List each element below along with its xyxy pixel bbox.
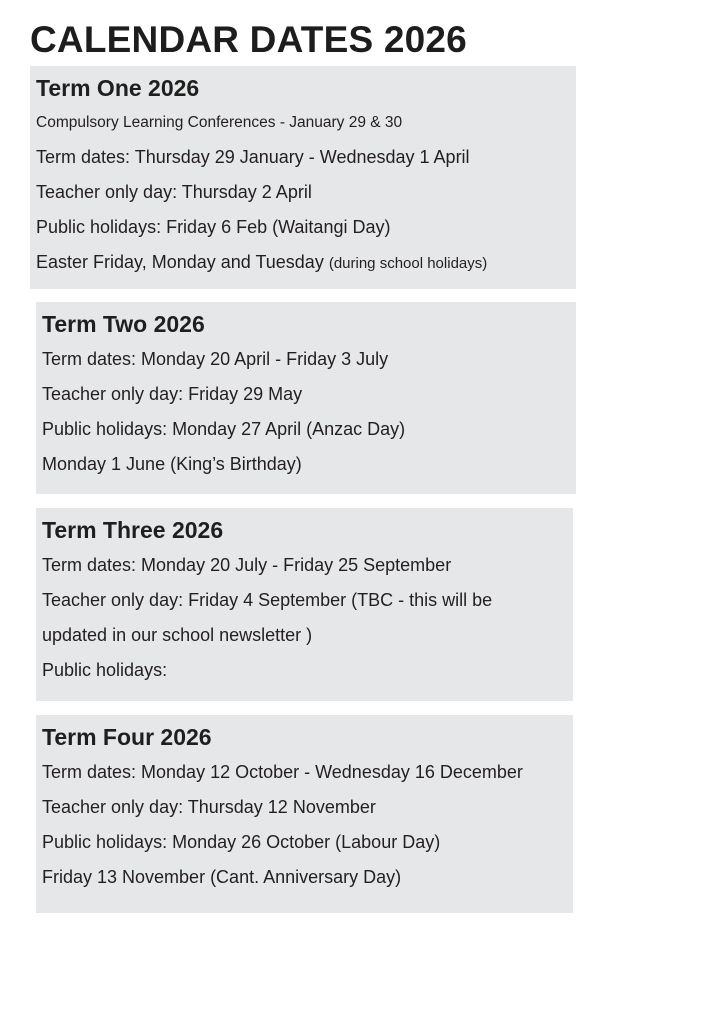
term-dates-line: Term dates: Thursday 29 January - Wednesday 1 April: [36, 147, 470, 167]
public-holidays-line: Public holidays: Monday 27 April (Anzac Day): [42, 419, 406, 439]
conferences-line: Compulsory Learning Conferences - January 29 & 30: [36, 114, 403, 131]
term-heading: Term One 2026: [36, 75, 200, 101]
easter-holidays-line: [36, 245, 576, 281]
term-two-section: [36, 302, 576, 494]
term-three-section: [36, 508, 573, 701]
easter-holidays-note: (during school holidays): [328, 255, 488, 272]
term-heading: Term Two 2026: [42, 311, 205, 337]
term-dates-line: Term dates: Monday 20 July - Friday 25 September: [42, 555, 452, 575]
public-holidays-line: Public holidays:: [42, 660, 168, 680]
term-one-section: [30, 66, 576, 289]
term-heading: Term Three 2026: [42, 517, 224, 543]
teacher-only-day-continuation: updated in our school newsletter ): [42, 625, 313, 645]
extra-holiday-line: Monday 1 June (King’s Birthday): [42, 454, 302, 474]
page-title: CALENDAR DATES 2026: [30, 19, 467, 60]
teacher-only-day-line: Teacher only day: Friday 29 May: [42, 384, 303, 404]
teacher-only-day-line: Teacher only day: Thursday 2 April: [36, 182, 312, 202]
extra-holiday-line: Friday 13 November (Cant. Anniversary Day): [42, 867, 402, 887]
term-four-section: [36, 715, 573, 913]
public-holidays-line: Public holidays: Friday 6 Feb (Waitangi Day): [36, 217, 391, 237]
teacher-only-day-line: Teacher only day: Thursday 12 November: [42, 797, 376, 817]
public-holidays-line: Public holidays: Monday 26 October (Labour Day): [42, 832, 441, 852]
term-dates-line: Term dates: Monday 20 April - Friday 3 July: [42, 349, 389, 369]
term-dates-line: Term dates: Monday 12 October - Wednesday 16 December: [42, 762, 523, 782]
term-heading: Term Four 2026: [42, 724, 212, 750]
easter-holidays-text: Easter Friday, Monday and Tuesday: [36, 252, 329, 272]
teacher-only-day-line: Teacher only day: Friday 4 September (TBC - this will be: [42, 590, 493, 610]
